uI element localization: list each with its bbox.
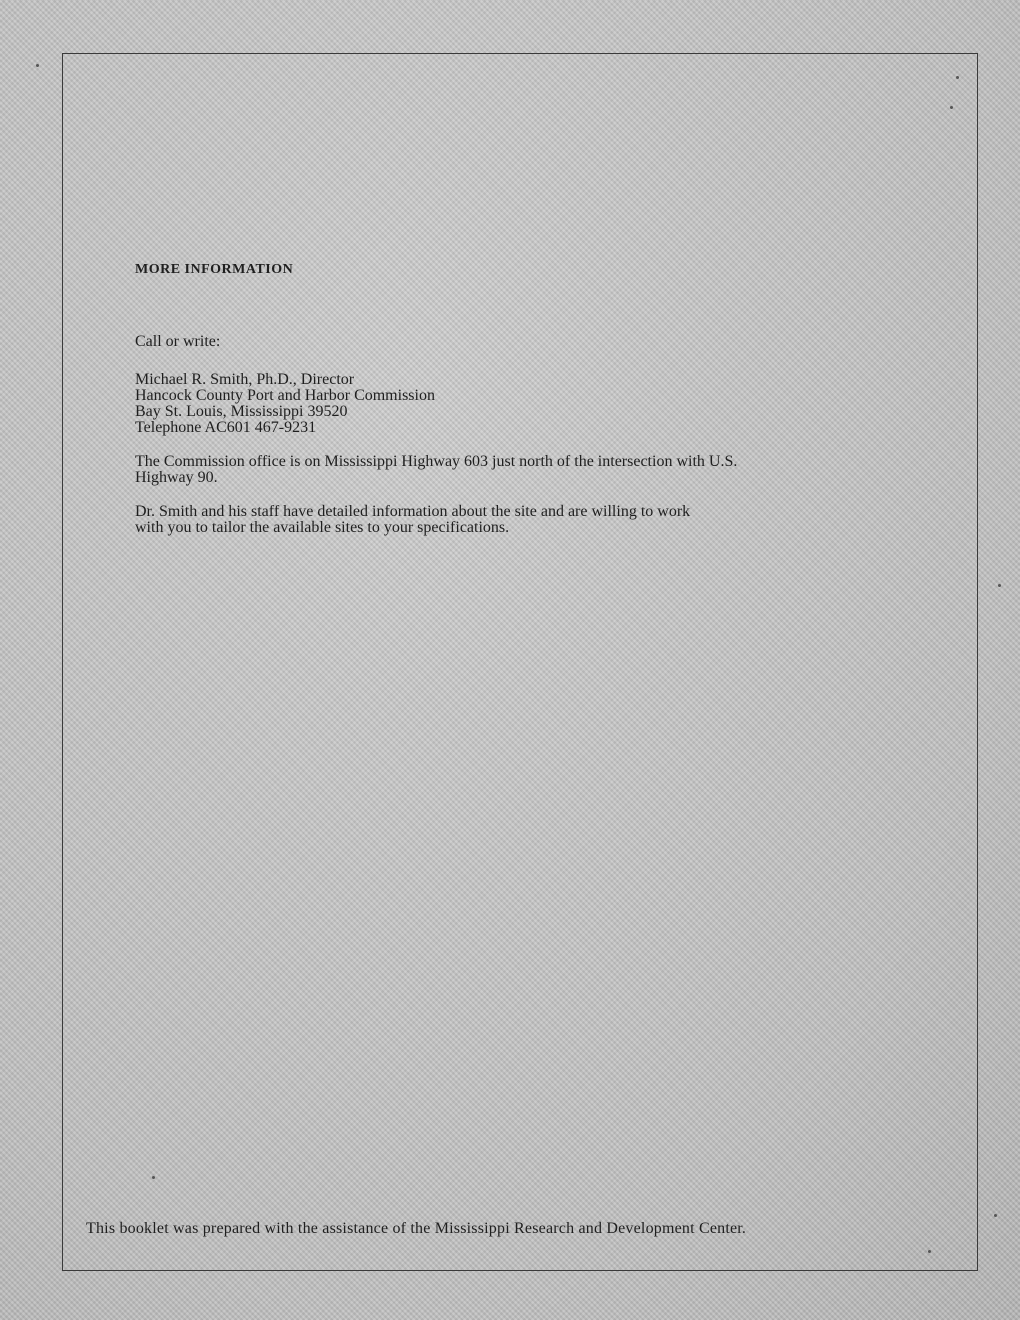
staff-paragraph: Dr. Smith and his staff have detailed information about the site and are willing to work with you to tailor the available sites to your specifications. <box>135 503 691 536</box>
speck <box>994 1214 997 1217</box>
speck <box>152 1176 155 1179</box>
location-paragraph: The Commission office is on Mississippi Highway 603 just north of the intersection with U.S. Highway 90. <box>135 453 738 486</box>
speck <box>928 1250 931 1253</box>
intro-text: Call or write: <box>135 333 221 350</box>
footer-note: This booklet was prepared with the assistance of the Mississippi Research and Development Center. <box>86 1220 747 1237</box>
speck <box>956 76 959 79</box>
speck <box>998 584 1001 587</box>
address-line: Telephone AC601 467-9231 <box>135 419 317 436</box>
page-border <box>62 53 978 1271</box>
speck <box>36 64 39 67</box>
document-body <box>135 262 935 552</box>
speck <box>950 106 953 109</box>
address-line: Bay St. Louis, Mississippi 39520 <box>135 403 348 420</box>
address-line: Michael R. Smith, Ph.D., Director <box>135 371 355 388</box>
address-line: Hancock County Port and Harbor Commission <box>135 387 435 404</box>
page-title: MORE INFORMATION <box>135 262 294 277</box>
contact-address <box>135 372 935 436</box>
